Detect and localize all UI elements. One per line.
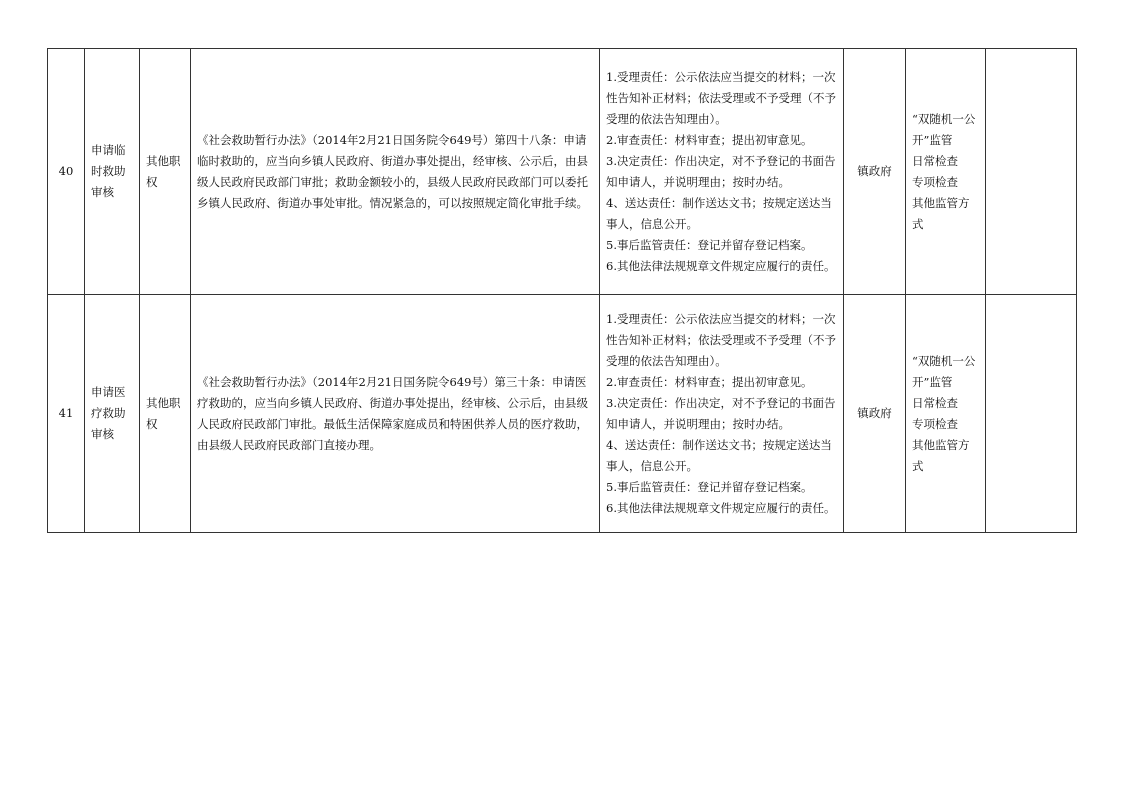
- power-name: 申请临时救助审核: [85, 49, 140, 295]
- legal-basis: 《社会救助暂行办法》（2014年2月21日国务院令649号）第四十八条：申请临时救助的，应当向乡镇人民政府、街道办事处提出，经审核、公示后，由县级人民政府民政部门审批；救助金额较小的，县级人民政府民政部门可以委托乡镇人民政府、街道办事处审批。情况紧急的，可以按照规定简化审批手续。: [191, 49, 600, 295]
- responsible-subject: 镇政府: [844, 295, 906, 533]
- row-number: 41: [48, 295, 85, 533]
- responsibility-item: 1.受理责任：公示依法应当提交的材料；一次性告知补正材料；依法受理或不予受理（不予受理的依法告知理由）。: [606, 69, 836, 126]
- supervision-item: 日常检查: [912, 395, 958, 410]
- responsibility-list: [600, 49, 844, 295]
- supervision-item: 专项检查: [912, 416, 958, 431]
- supervision-item: 其他监管方式: [912, 437, 970, 473]
- remarks-cell: [986, 49, 1077, 295]
- supervision-methods: [906, 49, 986, 295]
- supervision-item: “双随机一公开”监管: [912, 111, 976, 147]
- responsibility-item: 2.审查责任：材料审查；提出初审意见。: [606, 132, 813, 147]
- responsibility-item: 3.决定责任：作出决定，对不予登记的书面告知申请人，并说明理由；按时办结。: [606, 395, 836, 431]
- responsibility-list: [600, 295, 844, 533]
- responsibility-item: 5.事后监管责任：登记并留存登记档案。: [606, 479, 813, 494]
- power-list-table: [47, 48, 1077, 533]
- table-row: [48, 295, 1077, 533]
- supervision-item: 专项检查: [912, 174, 958, 189]
- power-type: 其他职权: [140, 49, 191, 295]
- power-name: 申请医疗救助审核: [85, 295, 140, 533]
- responsibility-item: 6.其他法律法规规章文件规定应履行的责任。: [606, 500, 836, 515]
- responsible-subject: 镇政府: [844, 49, 906, 295]
- supervision-item: “双随机一公开”监管: [912, 353, 976, 389]
- remarks-cell: [986, 295, 1077, 533]
- legal-basis: 《社会救助暂行办法》（2014年2月21日国务院令649号）第三十条：申请医疗救助的，应当向乡镇人民政府、街道办事处提出，经审核、公示后，由县级人民政府民政部门审批。最低生活保障家庭成员和特困供养人员的医疗救助，由县级人民政府民政部门直接办理。: [191, 295, 600, 533]
- table-row: [48, 49, 1077, 295]
- row-number: 40: [48, 49, 85, 295]
- responsibility-item: 5.事后监管责任：登记并留存登记档案。: [606, 237, 813, 252]
- supervision-item: 其他监管方式: [912, 195, 970, 231]
- responsibility-item: 3.决定责任：作出决定，对不予登记的书面告知申请人，并说明理由；按时办结。: [606, 153, 836, 189]
- supervision-methods: [906, 295, 986, 533]
- power-type: 其他职权: [140, 295, 191, 533]
- responsibility-item: 6.其他法律法规规章文件规定应履行的责任。: [606, 258, 836, 273]
- responsibility-item: 4、送达责任：制作送达文书；按规定送达当事人，信息公开。: [606, 195, 832, 231]
- supervision-item: 日常检查: [912, 153, 958, 168]
- responsibility-item: 4、送达责任：制作送达文书；按规定送达当事人，信息公开。: [606, 437, 832, 473]
- responsibility-item: 1.受理责任：公示依法应当提交的材料；一次性告知补正材料；依法受理或不予受理（不予受理的依法告知理由）。: [606, 311, 836, 368]
- responsibility-item: 2.审查责任：材料审查；提出初审意见。: [606, 374, 813, 389]
